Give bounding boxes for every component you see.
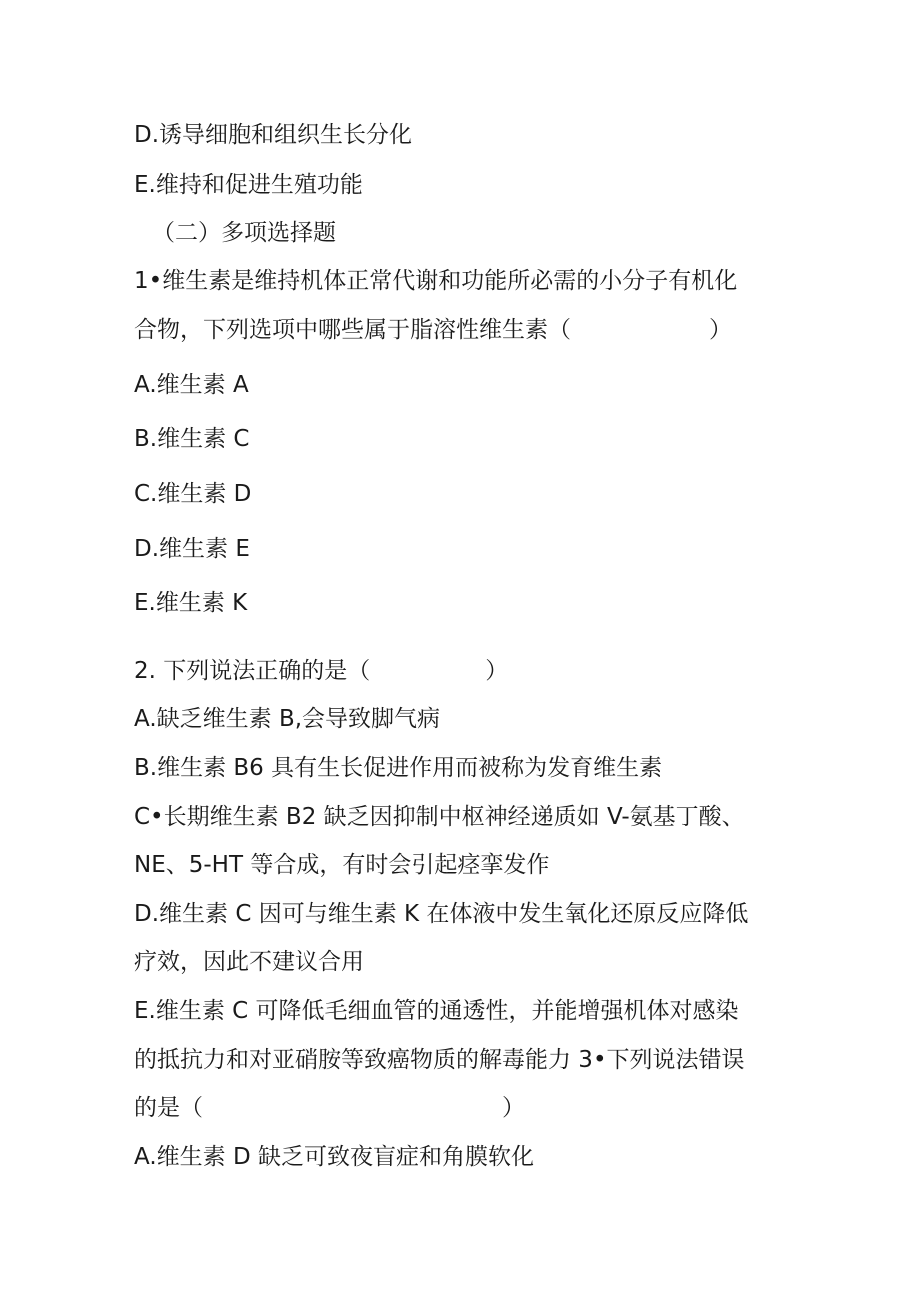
q2-option-d: D.维生素 C 因可与维生素 K 在体液中发生氧化还原反应降低	[134, 901, 749, 927]
q1-option-a: A.维生素 A	[134, 372, 249, 398]
q3-option-a: A.维生素 D 缺乏可致夜盲症和角膜软化	[134, 1144, 534, 1170]
q2-option-b: B.维生素 B6 具有生长促进作用而被称为发育维生素	[134, 755, 663, 781]
q2-option-c-cont: NE、5-HT 等合成，有时会引起痉挛发作	[134, 852, 550, 878]
question-1-text-cont: 合物，下列选项中哪些属于脂溶性维生素（ ）	[134, 317, 732, 343]
question-1-text: 1•维生素是维持机体正常代谢和功能所必需的小分子有机化	[134, 268, 738, 294]
q1-option-e: E.维生素 K	[134, 590, 248, 616]
section-heading: （二）多项选择题	[152, 220, 336, 246]
q1-option-c: C.维生素 D	[134, 481, 252, 507]
q1-option-b: B.维生素 C	[134, 426, 250, 452]
q2-option-e-cont: 的抵抗力和对亚硝胺等致癌物质的解毒能力 3•下列说法错误	[134, 1047, 745, 1073]
q2-option-c: C•长期维生素 B2 缺乏因抑制中枢神经递质如 V-氨基丁酸、	[134, 804, 745, 830]
q1-option-d: D.维生素 E	[134, 536, 250, 562]
q2-option-d-cont: 疗效，因此不建议合用	[134, 949, 364, 975]
option-e-line: E.维持和促进生殖功能	[134, 172, 363, 198]
question-3-text-cont: 的是（ ）	[134, 1095, 525, 1121]
question-2-text: 2. 下列说法正确的是（ ）	[134, 658, 509, 684]
q2-option-a: A.缺乏维生素 B,会导致脚气病	[134, 706, 441, 732]
q2-option-e: E.维生素 C 可降低毛细血管的通透性，并能增强机体对感染	[134, 998, 739, 1024]
option-d-line: D.诱导细胞和组织生长分化	[134, 122, 413, 148]
